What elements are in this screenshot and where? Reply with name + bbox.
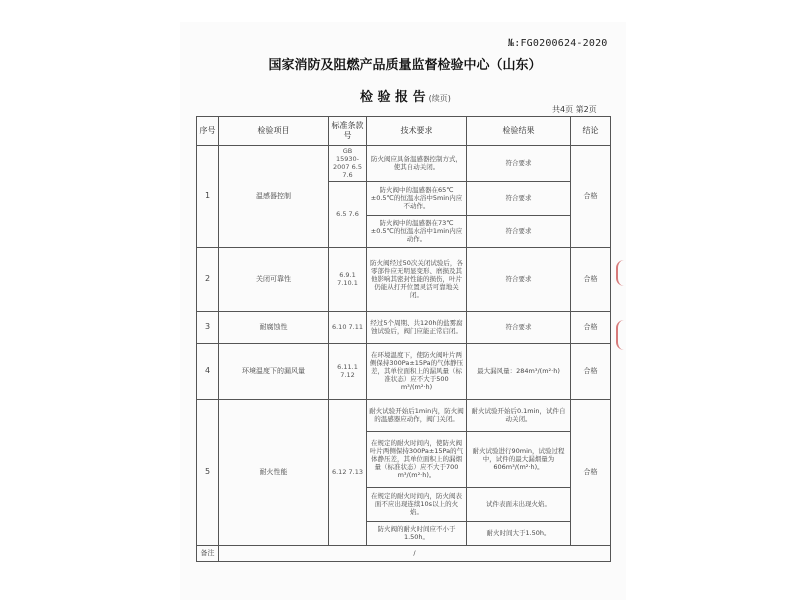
row-req: 在规定的耐火时间内，防火阀表面不应出现连续10s以上的火焰。	[367, 487, 467, 521]
remarks-value: /	[219, 545, 611, 561]
row-req: 防火阀中的温感器在73℃±0.5℃的恒温水浴中1min内应动作。	[367, 215, 467, 247]
row-no: 1	[197, 146, 219, 248]
row-result: 符合要求	[467, 311, 571, 343]
row-req: 防火阀中的温感器在65℃±0.5℃的恒温水浴中5min内应不动作。	[367, 181, 467, 215]
remarks-row	[197, 545, 611, 561]
row-result: 符合要求	[467, 247, 571, 311]
report-number: №:FG0200624-2020	[508, 38, 608, 49]
row-std: 6.5 7.6	[329, 181, 367, 247]
table-row	[197, 399, 611, 431]
row-result: 符合要求	[467, 215, 571, 247]
header-item: 检验项目	[219, 117, 329, 146]
seal-stamp-edge	[612, 260, 626, 350]
header-result: 检验结果	[467, 117, 571, 146]
row-conclusion: 合格	[571, 311, 611, 343]
row-std: 6.12 7.13	[329, 399, 367, 545]
row-no: 5	[197, 399, 219, 545]
organization-name: 国家消防及阻燃产品质量监督检验中心（山东）	[268, 58, 542, 73]
row-req: 耐火试验开始后1min内，防火阀的温感器应动作，阀门关闭。	[367, 399, 467, 431]
header-std: 标准条款号	[329, 117, 367, 146]
row-result: 耐火试验进行90min，试验过程中，试件的最大漏烟量为606m³/(m²·h)。	[467, 431, 571, 487]
row-item: 温感器控制	[219, 146, 329, 248]
row-req: 经过5个周期、共120h的盐雾腐蚀试验后，阀门应能正常启闭。	[367, 311, 467, 343]
row-conclusion: 合格	[571, 343, 611, 399]
row-std: 6.9.1 7.10.1	[329, 247, 367, 311]
row-no: 3	[197, 311, 219, 343]
remarks-label: 备注	[197, 545, 219, 561]
row-result: 耐火试验开始后0.1min，试件自动关闭。	[467, 399, 571, 431]
table-row	[197, 311, 611, 343]
table-row	[197, 146, 611, 182]
table-header-row	[197, 117, 611, 146]
page-info: 共4页 第2页	[552, 105, 597, 114]
table-row	[197, 343, 611, 399]
seal-stamp-fragment	[616, 260, 628, 286]
table-row	[197, 247, 611, 311]
row-item: 环境温度下的漏风量	[219, 343, 329, 399]
row-req: 防火阀的耐火时间应不小于1.50h。	[367, 521, 467, 545]
row-no: 4	[197, 343, 219, 399]
row-req: 防火阀经过50次关闭试验后，各零部件应无明显变形、磨损及其他影响其密封性能的损伤，叶片仍能从打开位置灵活可靠地关闭。	[367, 247, 467, 311]
row-item: 耐火性能	[219, 399, 329, 545]
report-title-text: 检 验 报 告	[360, 90, 426, 105]
row-no: 2	[197, 247, 219, 311]
row-item: 关闭可靠性	[219, 247, 329, 311]
row-item: 耐腐蚀性	[219, 311, 329, 343]
report-title-sub: (续页)	[428, 94, 451, 103]
row-req: 防火阀应具备温感器控制方式，使其自动关闭。	[367, 146, 467, 182]
inspection-table	[196, 116, 611, 562]
row-result: 试件表面未出现火焰。	[467, 487, 571, 521]
row-result: 符合要求	[467, 181, 571, 215]
row-result: 最大漏风量：284m³/(m²·h)	[467, 343, 571, 399]
row-std: 6.11.1 7.12	[329, 343, 367, 399]
row-req: 在环境温度下，使防火阀叶片两侧保持300Pa±15Pa的气体静压差，其单位面积上的漏风量（标准状态）应不大于500 m³/(m²·h)	[367, 343, 467, 399]
row-req: 在规定的耐火时间内，使防火阀叶片两侧保持300Pa±15Pa的气体静压差，其单位面积上的漏烟量（标准状态）应不大于700 m³/(m²·h)。	[367, 431, 467, 487]
row-std: 6.10 7.11	[329, 311, 367, 343]
seal-stamp-fragment	[616, 320, 628, 350]
row-std: GB 15930-2007 6.5 7.6	[329, 146, 367, 182]
row-result: 符合要求	[467, 146, 571, 182]
row-result: 耐火时间大于1.50h。	[467, 521, 571, 545]
header-no: 序号	[197, 117, 219, 146]
row-conclusion: 合格	[571, 399, 611, 545]
report-title	[360, 86, 451, 105]
row-conclusion: 合格	[571, 146, 611, 248]
header-concl: 结论	[571, 117, 611, 146]
header-req: 技术要求	[367, 117, 467, 146]
row-conclusion: 合格	[571, 247, 611, 311]
